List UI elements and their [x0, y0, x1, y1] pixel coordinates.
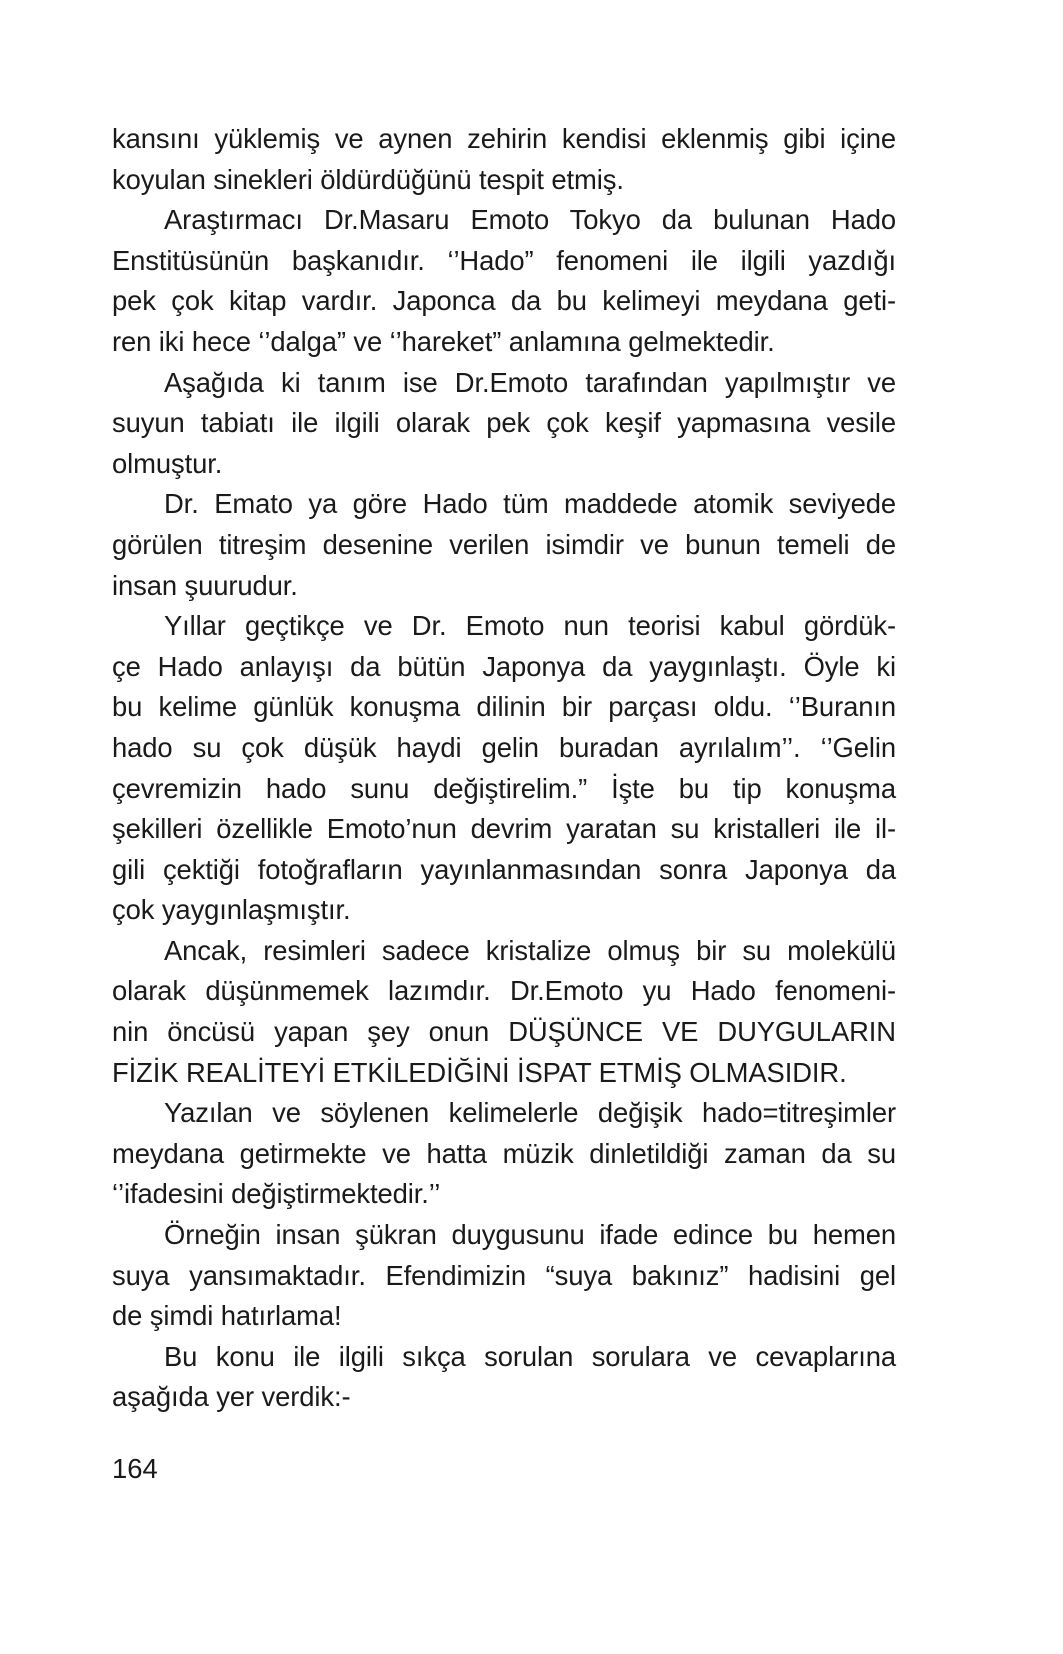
text-line: Araştırmacı Dr.Masaru Emoto Tokyo da bulunan Hado — [164, 204, 896, 236]
page-body — [112, 119, 896, 1418]
text-line: ‘’ifadesini değiştirmektedir.’’ — [112, 1178, 441, 1210]
text-line: olmuştur. — [112, 447, 223, 479]
text-line: Ancak, resimleri sadece kristalize olmuş bir su molekülü — [164, 934, 896, 966]
paragraph — [112, 484, 896, 606]
text-line: gili çektiği fotoğrafların yayınlanmasından sonra Japonya da — [112, 853, 896, 885]
text-line: FİZİK REALİTEYİ ETKİLEDİĞİNİ İSPAT ETMİŞ OLMASIDIR. — [112, 1056, 847, 1088]
text-line: aşağıda yer verdik:- — [112, 1381, 351, 1413]
text-line: çe Hado anlayışı da bütün Japonya da yaygınlaştı. Öyle ki — [112, 650, 896, 682]
text-line: Bu konu ile ilgili sıkça sorulan sorulara ve cevaplarına — [164, 1340, 896, 1372]
text-line: Yıllar geçtikçe ve Dr. Emoto nun teorisi kabul gördük- — [164, 610, 896, 642]
text-line: koyulan sinekleri öldürdüğünü tespit etmiş. — [112, 163, 624, 195]
text-line: de şimdi hatırlama! — [112, 1300, 342, 1332]
text-line: Örneğin insan şükran duygusunu ifade edince bu hemen — [164, 1219, 896, 1251]
text-line: pek çok kitap vardır. Japonca da bu kelimeyi meydana geti- — [112, 285, 896, 317]
paragraph — [112, 1215, 896, 1337]
text-line: çok yaygınlaşmıştır. — [112, 894, 351, 926]
text-line: Aşağıda ki tanım ise Dr.Emoto tarafından yapılmıştır ve — [164, 366, 896, 398]
text-line: ren iki hece ‘’dalga” ve ‘’hareket” anlamına gelmektedir. — [112, 325, 775, 357]
paragraph — [112, 1093, 896, 1215]
text-line: kansını yüklemiş ve aynen zehirin kendisi eklenmiş gibi içine — [112, 123, 896, 154]
paragraph — [112, 200, 896, 362]
text-line: hado su çok düşük haydi gelin buradan ayrılalım’’. ‘’Gelin — [112, 731, 896, 763]
text-line: bu kelime günlük konuşma dilinin bir parçası oldu. ‘’Buranın — [112, 691, 896, 723]
text-line: görülen titreşim desenine verilen isimdir ve bunun temeli de — [112, 528, 896, 560]
text-line: nin öncüsü yapan şey onun DÜŞÜNCE VE DUYGULARIN — [112, 1016, 896, 1048]
paragraph — [112, 1337, 896, 1418]
text-line: Yazılan ve söylenen kelimelerle değişik hado=titreşimler — [164, 1097, 896, 1129]
paragraph — [112, 931, 896, 1093]
text-line: şekilleri özellikle Emoto’nun devrim yaratan su kristalleri ile il- — [112, 813, 896, 845]
text-line: Enstitüsünün başkanıdır. ‘’Hado” fenomeni ile ilgili yazdığı — [112, 244, 896, 276]
text-line: Dr. Emato ya göre Hado tüm maddede atomik seviyede — [164, 488, 896, 520]
text-line: suya yansımaktadır. Efendimizin “suya bakınız” hadisini gel — [112, 1259, 896, 1291]
text-line: meydana getirmekte ve hatta müzik dinletildiği zaman da su — [112, 1137, 896, 1169]
paragraph — [112, 606, 896, 931]
paragraph — [112, 363, 896, 485]
text-line: suyun tabiatı ile ilgili olarak pek çok keşif yapmasına vesile — [112, 407, 896, 439]
text-line: insan şuurudur. — [112, 569, 298, 601]
paragraph — [112, 119, 896, 200]
text-line: çevremizin hado sunu değiştirelim.” İşte bu tip konuşma — [112, 772, 896, 804]
page-number: 164 — [112, 1453, 158, 1484]
text-line: olarak düşünmemek lazımdır. Dr.Emoto yu Hado fenomeni- — [112, 975, 896, 1007]
